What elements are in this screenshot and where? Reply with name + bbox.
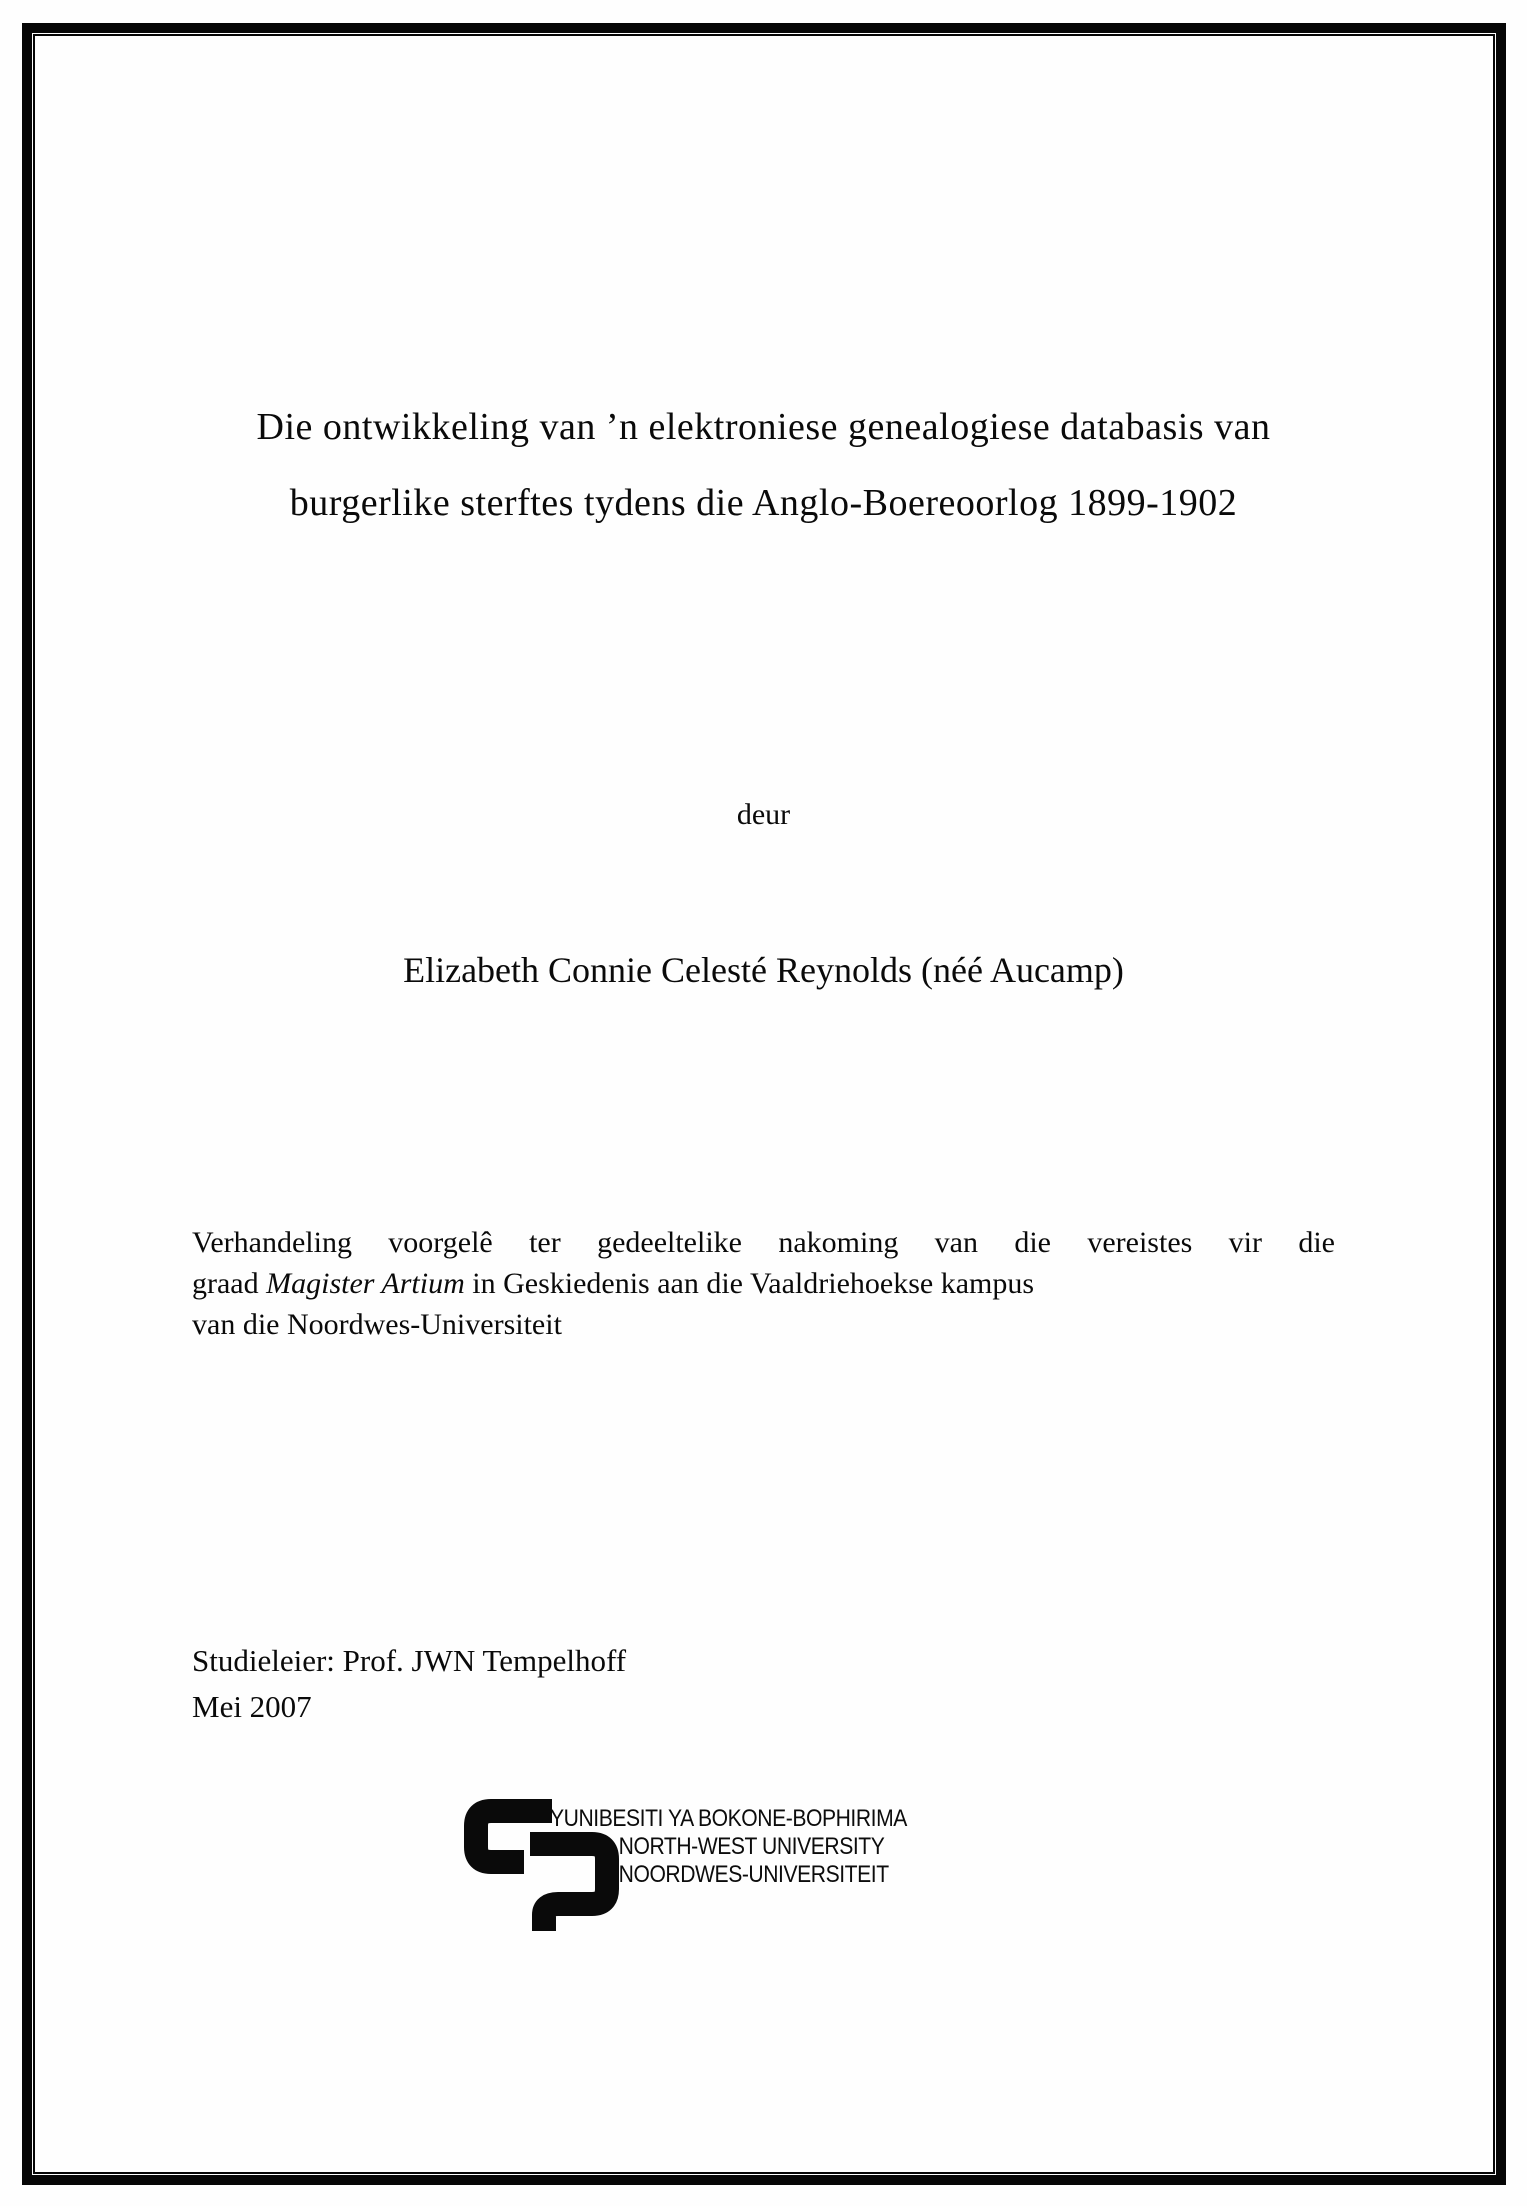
university-logo-wordmark [550,1805,907,1889]
thesis-title-line2: burgerlike sterftes tydens die Anglo-Boereoorlog 1899-1902 [289,482,1238,524]
thesis-title [100,389,1427,541]
supervisor-line: Studieleier: Prof. JWN Tempelhoff [192,1643,627,1678]
supervisor-and-date [192,1638,1092,1730]
degree-name-italic: Magister Artium [266,1267,465,1300]
logo-text-english: NORTH-WEST UNIVERSITY [618,1833,885,1860]
statement-line2-prefix: graad [192,1267,267,1300]
logo-text-afrikaans: NOORDWES-UNIVERSITEIT [618,1861,889,1888]
byline-deur: deur [736,798,791,831]
author-name: Elizabeth Connie Celesté Reynolds (néé Aucamp) [403,950,1124,990]
thesis-statement-line1: Verhandeling voorgelê ter gedeeltelike nakoming van die vereistes vir die [192,1226,1335,1259]
thesis-statement-line2 [192,1263,1335,1304]
date-line: Mei 2007 [192,1689,312,1724]
thesis-statement-line3: van die Noordwes-Universiteit [192,1308,562,1341]
logo-text-setswana: YUNIBESITI YA BOKONE-BOPHIRIMA [550,1805,907,1832]
thesis-title-line1: Die ontwikkeling van ’n elektroniese genealogiese databasis van [256,406,1271,448]
university-logo [464,1796,1184,1976]
thesis-statement [192,1222,1335,1345]
statement-line2-suffix: in Geskiedenis aan die Vaaldriehoekse kampus [464,1267,1035,1300]
